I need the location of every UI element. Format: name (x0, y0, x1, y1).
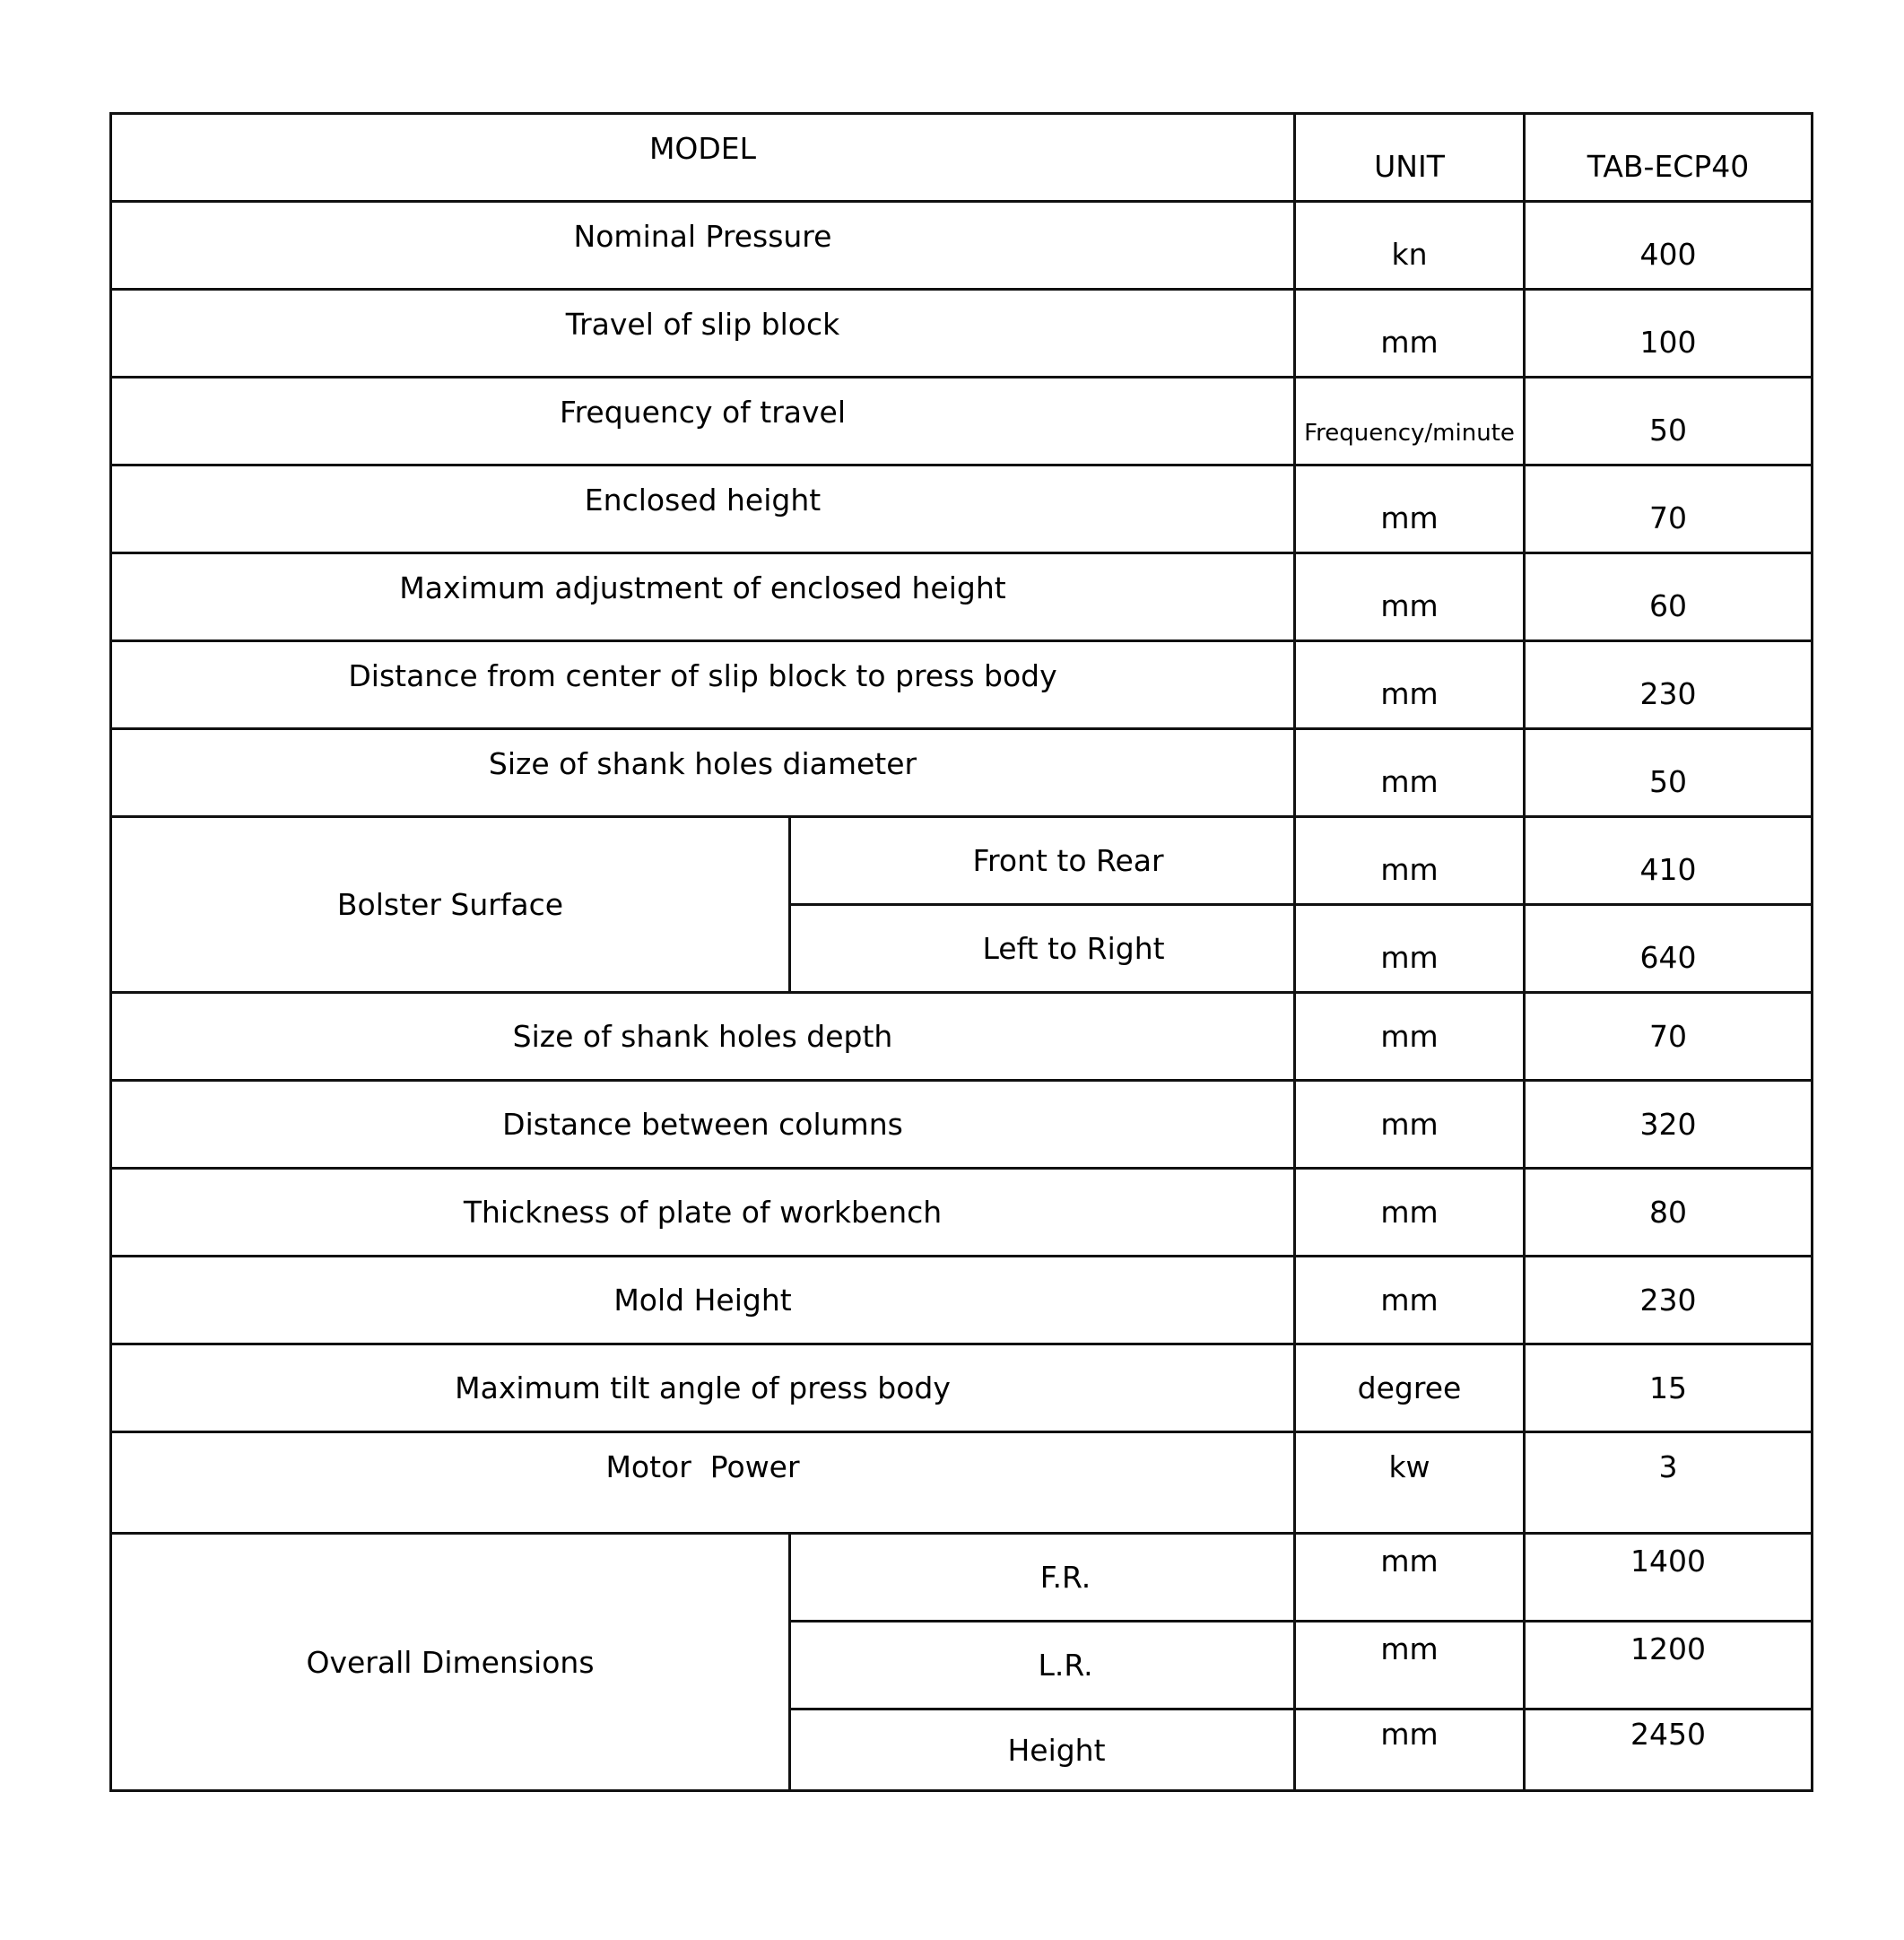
row-name: Distance between columns (111, 1081, 1295, 1169)
row-unit: mm (1295, 1534, 1525, 1622)
row-unit: Frequency/minute (1295, 378, 1525, 465)
product-header: TAB-ECP40 (1525, 114, 1813, 202)
overall-title: Overall Dimensions (111, 1534, 790, 1791)
row-value: 230 (1525, 1257, 1813, 1344)
row-name: Maximum adjustment of enclosed height (111, 553, 1295, 641)
table-row (111, 729, 1813, 817)
table-row (111, 378, 1813, 465)
row-name: Mold Height (111, 1257, 1295, 1344)
row-value: 1200 (1525, 1622, 1813, 1709)
row-value: 70 (1525, 993, 1813, 1081)
header-row (111, 114, 1813, 202)
row-value: 1400 (1525, 1534, 1813, 1622)
row-value: 400 (1525, 202, 1813, 290)
unit-header: UNIT (1295, 114, 1525, 202)
row-unit: mm (1295, 465, 1525, 553)
model-header: MODEL (111, 114, 1295, 202)
row-value: 100 (1525, 290, 1813, 378)
table-row (111, 1169, 1813, 1257)
row-unit: mm (1295, 1709, 1525, 1791)
row-name: Distance from center of slip block to press body (111, 641, 1295, 729)
row-name: Thickness of plate of workbench (111, 1169, 1295, 1257)
table-row (111, 1257, 1813, 1344)
row-name: Enclosed height (111, 465, 1295, 553)
row-value: 15 (1525, 1344, 1813, 1432)
row-value: 3 (1525, 1432, 1813, 1534)
table-row (111, 1432, 1813, 1534)
row-unit: mm (1295, 641, 1525, 729)
row-unit: mm (1295, 1169, 1525, 1257)
row-value: 60 (1525, 553, 1813, 641)
row-unit: degree (1295, 1344, 1525, 1432)
row-unit: mm (1295, 290, 1525, 378)
row-name: Size of shank holes diameter (111, 729, 1295, 817)
bolster-title: Bolster Surface (111, 817, 790, 993)
table-row (111, 290, 1813, 378)
overall-sub-name: L.R. (790, 1622, 1295, 1709)
row-name: Motor Power (111, 1432, 1295, 1534)
row-unit: mm (1295, 729, 1525, 817)
row-value: 50 (1525, 729, 1813, 817)
row-value: 230 (1525, 641, 1813, 729)
overall-sub-name: Height (790, 1709, 1295, 1791)
overall-sub-name: F.R. (790, 1534, 1295, 1622)
row-name: Size of shank holes depth (111, 993, 1295, 1081)
overall-row (111, 1534, 1813, 1622)
row-name: Travel of slip block (111, 290, 1295, 378)
row-unit: mm (1295, 553, 1525, 641)
row-unit: mm (1295, 905, 1525, 993)
table-row (111, 1081, 1813, 1169)
table-row (111, 993, 1813, 1081)
row-value: 320 (1525, 1081, 1813, 1169)
row-unit: mm (1295, 1622, 1525, 1709)
row-unit: mm (1295, 1257, 1525, 1344)
bolster-sub-name: Left to Right (790, 905, 1295, 993)
row-unit: kw (1295, 1432, 1525, 1534)
row-value: 410 (1525, 817, 1813, 905)
table-row (111, 202, 1813, 290)
table-row (111, 641, 1813, 729)
row-value: 640 (1525, 905, 1813, 993)
row-unit: mm (1295, 1081, 1525, 1169)
table-row (111, 465, 1813, 553)
row-value: 70 (1525, 465, 1813, 553)
row-unit: kn (1295, 202, 1525, 290)
row-name: Frequency of travel (111, 378, 1295, 465)
table-row (111, 553, 1813, 641)
row-value: 80 (1525, 1169, 1813, 1257)
spec-table (109, 112, 1813, 1792)
bolster-sub-name: Front to Rear (790, 817, 1295, 905)
table-row (111, 1344, 1813, 1432)
bolster-row (111, 817, 1813, 905)
row-unit: mm (1295, 993, 1525, 1081)
row-value: 50 (1525, 378, 1813, 465)
row-name: Nominal Pressure (111, 202, 1295, 290)
row-unit: mm (1295, 817, 1525, 905)
row-name: Maximum tilt angle of press body (111, 1344, 1295, 1432)
row-value: 2450 (1525, 1709, 1813, 1791)
